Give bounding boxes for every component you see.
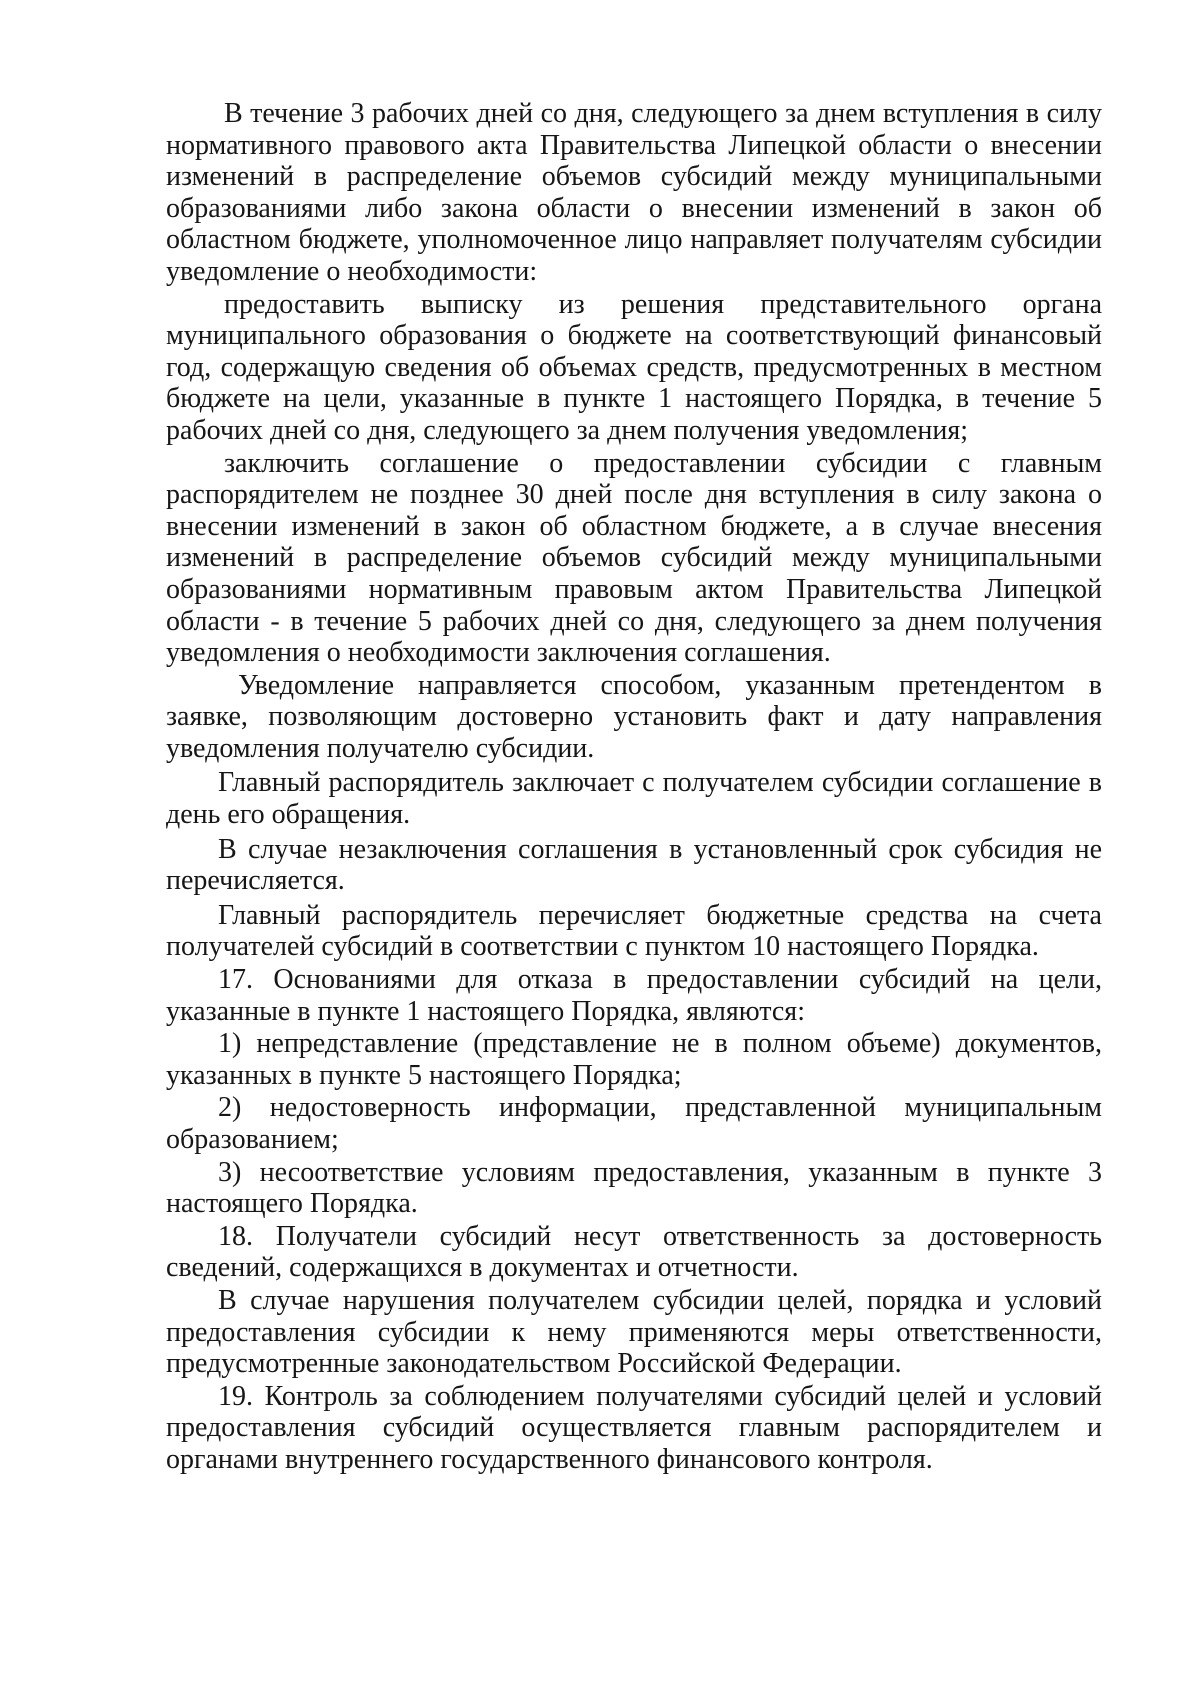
list-item-1: 1) непредставление (представление не в полном объеме) документов, указанных в пункте 5 настоящего Порядка; <box>166 1028 1102 1091</box>
paragraph-agreement-day: Главный распорядитель заключает с получателем субсидии соглашение в день его обращения. <box>166 767 1102 831</box>
paragraph-provide-extract: предоставить выписку из решения представительного органа муниципального образования о бюджете на соответствующий финансовый год, содержащую сведения об объемах средств, предусмотренных в местном бюджете на цели, указанные в пункте 1 настоящего Порядка, в течение 5 рабочих дней со дня, следующего за днем получения уведомления; <box>166 288 1102 446</box>
list-item-3: 3) несоответствие условиям предоставления, указанным в пункте 3 настоящего Порядка. <box>166 1156 1102 1220</box>
paragraph-item-18: 18. Получатели субсидий несут ответственность за достоверность сведений, содержащихся в документах и отчетности. <box>166 1220 1102 1284</box>
paragraph-notification-method: Уведомление направляется способом, указанным претендентом в заявке, позволяющим достоверно установить факт и дату направления уведомления получателю субсидии. <box>166 669 1102 764</box>
paragraph-notification-deadline: В течение 3 рабочих дней со дня, следующего за днем вступления в силу нормативного правового акта Правительства Липецкой области о внесении изменений в распределение объемов субсидий между муниципальными образованиями либо закона области о внесении изменений в закон об областном бюджете, уполномоченное лицо направляет получателям субсидии уведомление о необходимости: <box>166 98 1102 287</box>
paragraph-item-17: 17. Основаниями для отказа в предоставлении субсидий на цели, указанные в пункте 1 настоящего Порядка, являются: <box>166 964 1102 1027</box>
list-item-2: 2) недостоверность информации, представленной муниципальным образованием; <box>166 1092 1102 1155</box>
paragraph-violation-liability: В случае нарушения получателем субсидии целей, порядка и условий предоставления субсидии к нему применяются меры ответственности, предусмотренные законодательством Российской Федерации. <box>166 1284 1102 1380</box>
paragraph-item-19: 19. Контроль за соблюдением получателями субсидий целей и условий предоставления субсидий осуществляется главным распорядителем и органами внутреннего государственного финансового контроля. <box>166 1380 1102 1475</box>
paragraph-conclude-agreement: заключить соглашение о предоставлении субсидии с главным распорядителем не позднее 30 дней после дня вступления в силу закона о внесении изменений в закон об областном бюджете, а в случае внесения изменений в распределение объемов субсидий между муниципальными образованиями нормативным правовым актом Правительства Липецкой области - в течение 5 рабочих дней со дня, следующего за днем получения уведомления о необходимости заключения соглашения. <box>166 447 1102 669</box>
paragraph-no-agreement: В случае незаключения соглашения в установленный срок субсидия не перечисляется. <box>166 833 1102 897</box>
paragraph-transfer-funds: Главный распорядитель перечисляет бюджетные средства на счета получателей субсидий в соответствии с пунктом 10 настоящего Порядка. <box>166 899 1102 963</box>
